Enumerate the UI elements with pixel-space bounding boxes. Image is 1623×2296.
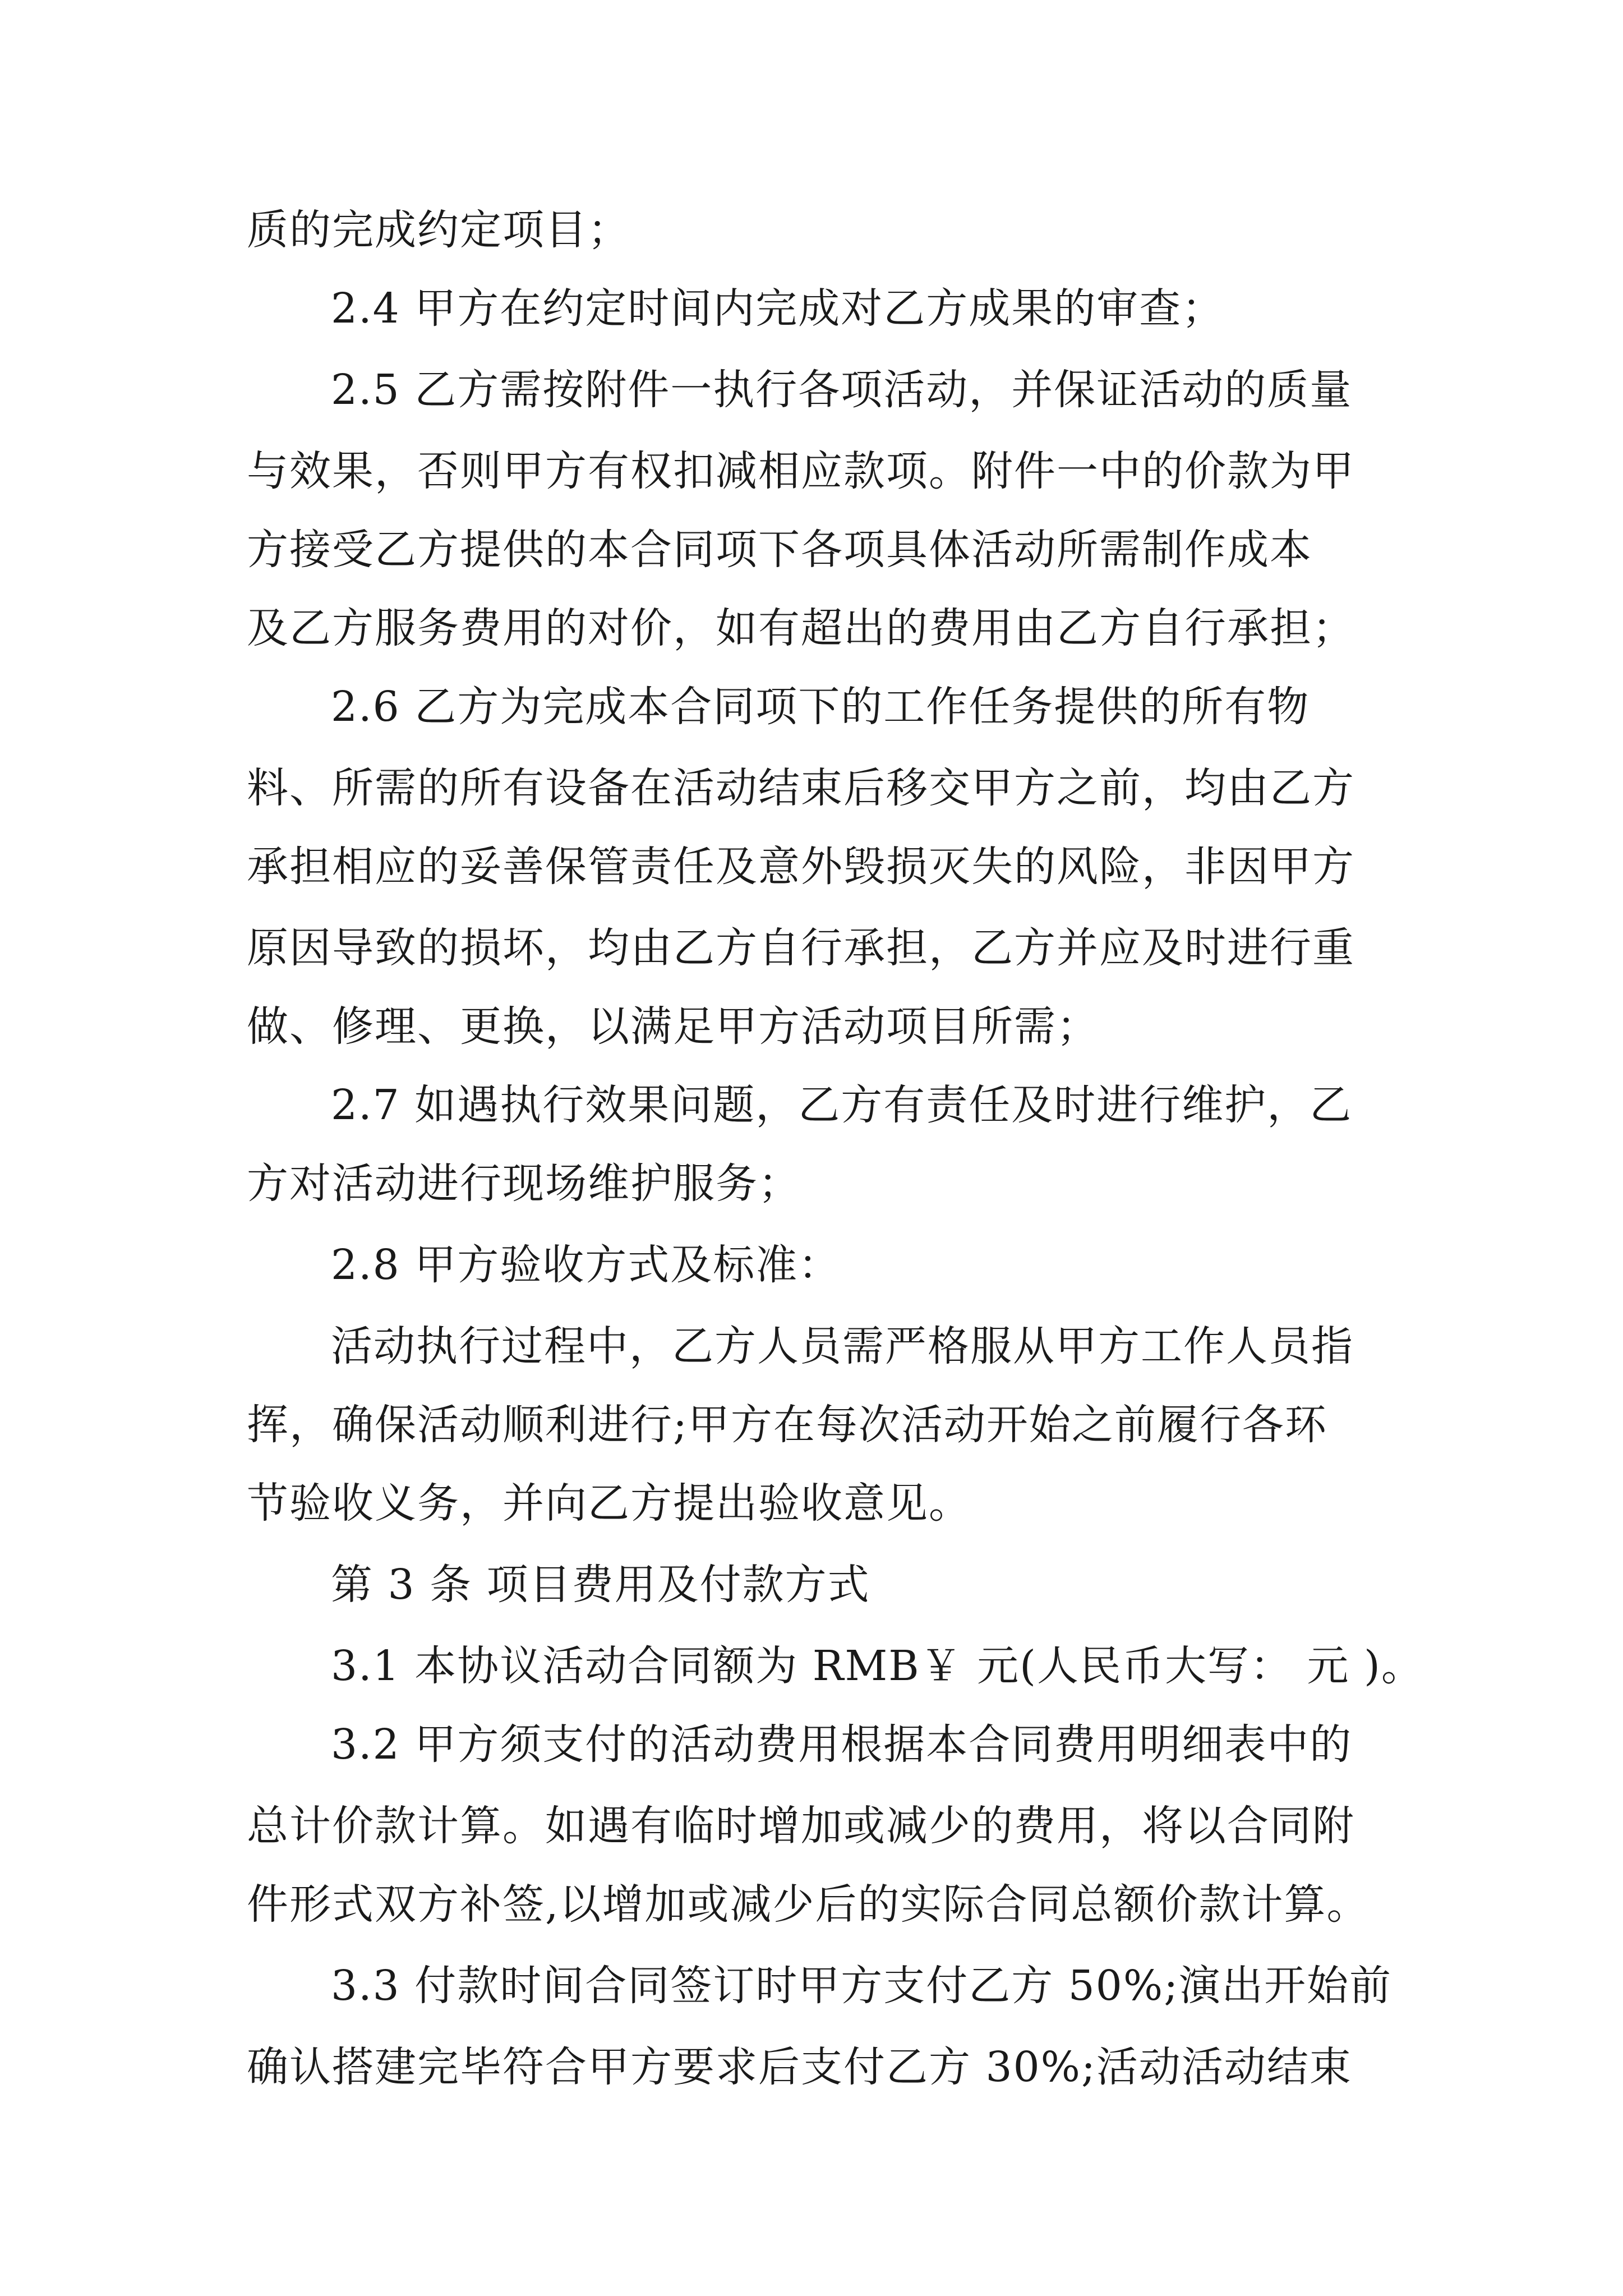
text-line-3: 2.5 乙方需按附件一执行各项活动，并保证活动的质量: [331, 366, 1353, 414]
text-line-24: 确认搭建完毕符合甲方要求后支付乙方 30%;活动活动结束: [247, 2043, 1352, 2091]
text-line-21: 总计价款计算。如遇有临时增加或减少的费用，将以合同附: [247, 1802, 1355, 1850]
text-line-22: 件形式双方补签,以增加或减少后的实际合同总额价款计算。: [247, 1880, 1370, 1929]
text-line-2: 2.4 甲方在约定时间内完成对乙方成果的审查；: [331, 284, 1225, 333]
text-line-9: 承担相应的妥善保管责任及意外毁损灭失的风险，非因甲方: [247, 843, 1355, 891]
text-line-10: 原因导致的损坏，均由乙方自行承担，乙方并应及时进行重: [247, 924, 1355, 972]
text-line-8: 料、所需的所有设备在活动结束后移交甲方之前，均由乙方: [247, 764, 1355, 812]
text-line-13: 方对活动进行现场维护服务；: [247, 1159, 801, 1208]
section-heading: 第 3 条 项目费用及付款方式: [331, 1561, 870, 1609]
text-line-15: 活动执行过程中，乙方人员需严格服从甲方工作人员指: [331, 1322, 1354, 1370]
text-line-17: 节验收义务，并向乙方提出验收意见。: [247, 1479, 971, 1527]
text-line-6: 及乙方服务费用的对价，如有超出的费用由乙方自行承担；: [247, 604, 1355, 652]
text-line-7: 2.6 乙方为完成本合同项下的工作任务提供的所有物: [331, 683, 1310, 731]
text-line-16: 挥，确保活动顺利进行;甲方在每次活动开始之前履行各环: [247, 1401, 1327, 1449]
text-line-12: 2.7 如遇执行效果问题，乙方有责任及时进行维护，乙: [331, 1081, 1353, 1129]
text-line-4: 与效果，否则甲方有权扣减相应款项。附件一中的价款为甲: [247, 447, 1355, 495]
text-line-23: 3.3 付款时间合同签订时甲方支付乙方 50%;演出开始前: [331, 1962, 1393, 2010]
text-line-20: 3.2 甲方须支付的活动费用根据本合同费用明细表中的: [331, 1720, 1353, 1769]
text-line-1: 质的完成约定项目；: [247, 206, 630, 254]
text-line-5: 方接受乙方提供的本合同项下各项具体活动所需制作成本: [247, 526, 1312, 574]
text-line-11: 做、修理、更换，以满足甲方活动项目所需；: [247, 1002, 1099, 1051]
text-line-19: 3.1 本协议活动合同额为 RMB￥ 元(人民币大写： 元 )。: [331, 1642, 1424, 1690]
text-line-14: 2.8 甲方验收方式及标准：: [331, 1241, 841, 1289]
